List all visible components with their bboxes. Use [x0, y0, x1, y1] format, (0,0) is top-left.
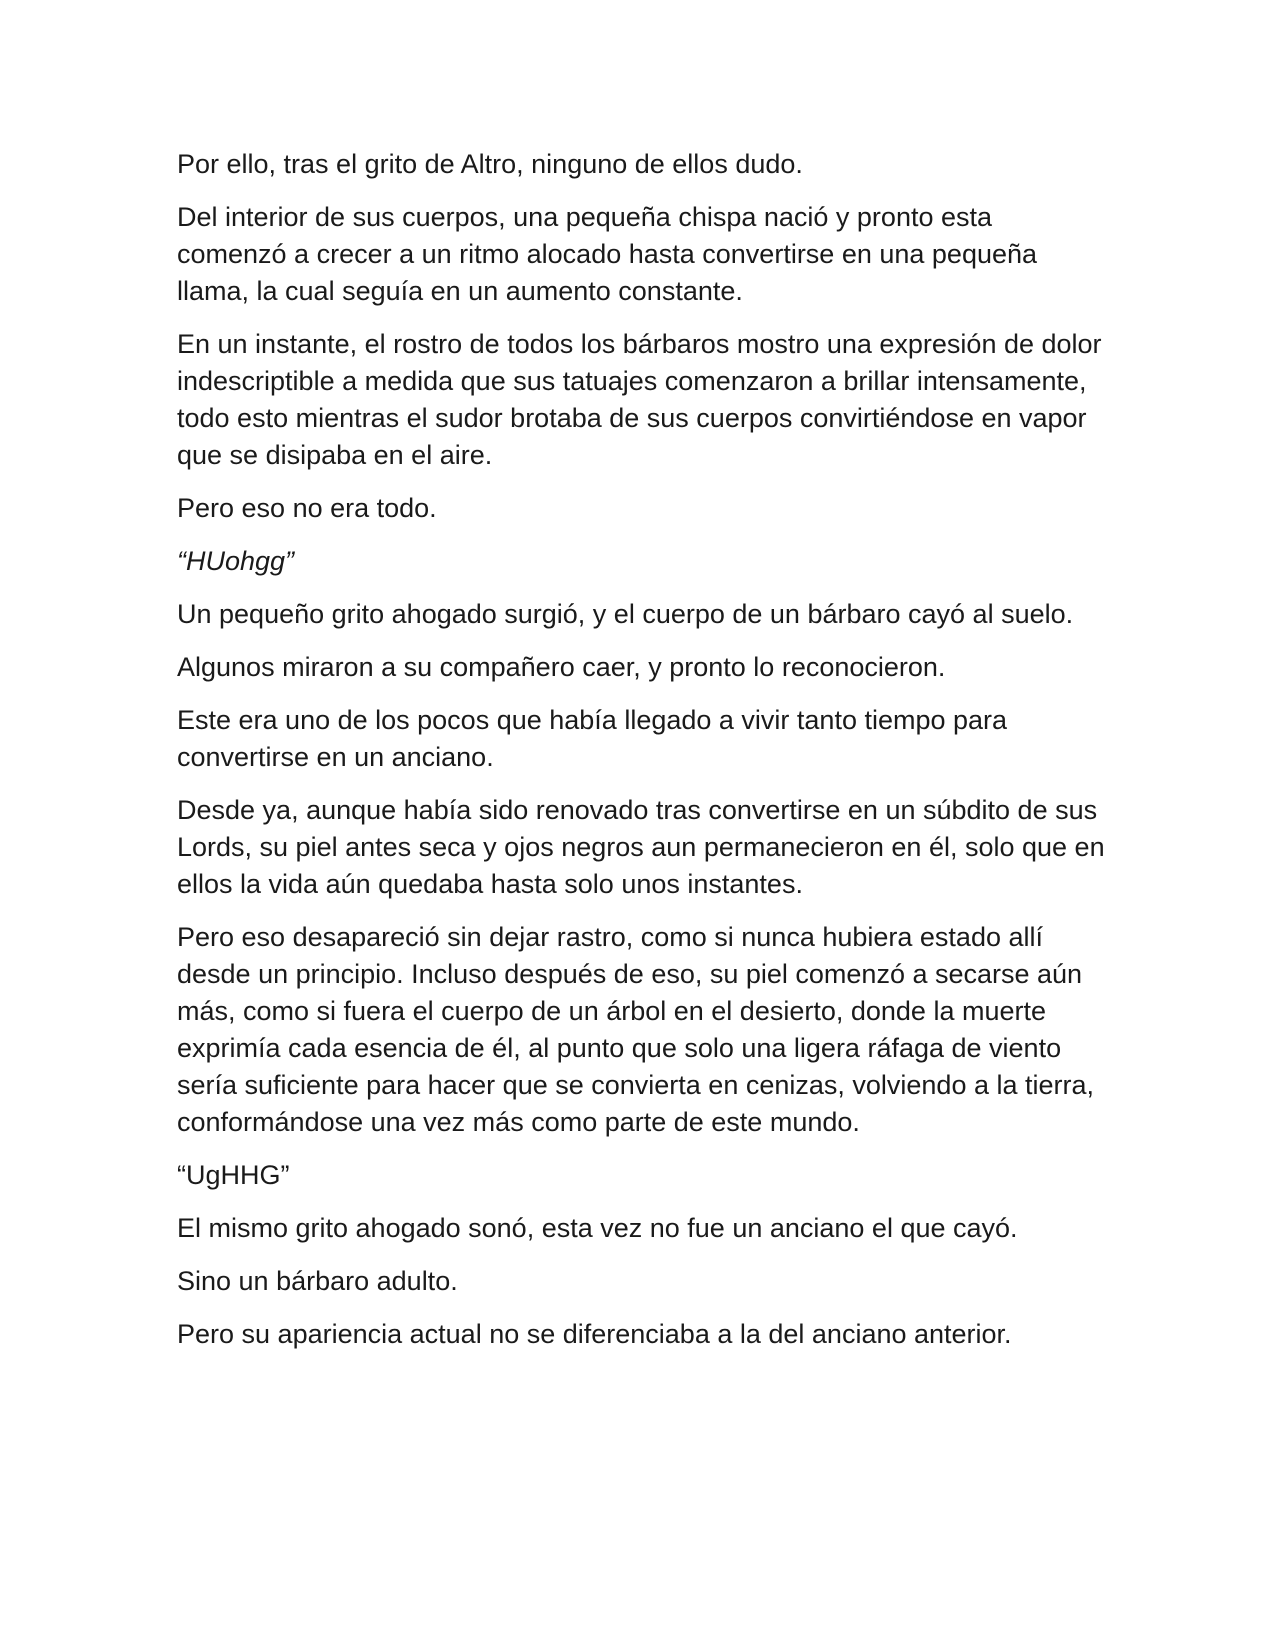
- paragraph: Un pequeño grito ahogado surgió, y el cuerpo de un bárbaro cayó al suelo.: [177, 599, 1074, 629]
- paragraph: Pero eso desapareció sin dejar rastro, como si nunca hubiera estado allí desde un principio. Incluso después de eso, su piel comenzó a secarse aún más, como si fuera el cuerpo de un árbol en el desierto, donde la muerte exprimía cada esencia de él, al punto que solo una ligera ráfaga de viento sería suficiente para hacer que se convierta en cenizas, volviendo a la tierra, conformándose una vez más como parte de este mundo.: [177, 922, 1095, 1137]
- paragraph: Desde ya, aunque había sido renovado tras convertirse en un súbdito de sus Lords, su piel antes seca y ojos negros aun permanecieron en él, solo que en ellos la vida aún quedaba hasta solo unos instantes.: [177, 795, 1105, 899]
- paragraph: Algunos miraron a su compañero caer, y pronto lo reconocieron.: [177, 652, 946, 682]
- dialogue-line: “HUohgg”: [177, 546, 295, 576]
- paragraph: Pero su apariencia actual no se diferenciaba a la del anciano anterior.: [177, 1319, 1012, 1349]
- paragraph: Del interior de sus cuerpos, una pequeña chispa nació y pronto esta comenzó a crecer a un ritmo alocado hasta convertirse en una pequeña llama, la cual seguía en un aumento constante.: [177, 202, 1038, 306]
- paragraph: Este era uno de los pocos que había llegado a vivir tanto tiempo para convertirse en un anciano.: [177, 705, 1008, 772]
- paragraph: Pero eso no era todo.: [177, 493, 437, 523]
- document-body: [177, 146, 1107, 1369]
- paragraph: Sino un bárbaro adulto.: [177, 1266, 458, 1296]
- paragraph: En un instante, el rostro de todos los bárbaros mostro una expresión de dolor indescriptible a medida que sus tatuajes comenzaron a brillar intensamente, todo esto mientras el sudor brotaba de sus cuerpos convirtiéndose en vapor que se disipaba en el aire.: [177, 329, 1102, 470]
- paragraph: El mismo grito ahogado sonó, esta vez no fue un anciano el que cayó.: [177, 1213, 1018, 1243]
- paragraph: Por ello, tras el grito de Altro, ninguno de ellos dudo.: [177, 149, 803, 179]
- dialogue-line: “UgHHG”: [177, 1160, 290, 1190]
